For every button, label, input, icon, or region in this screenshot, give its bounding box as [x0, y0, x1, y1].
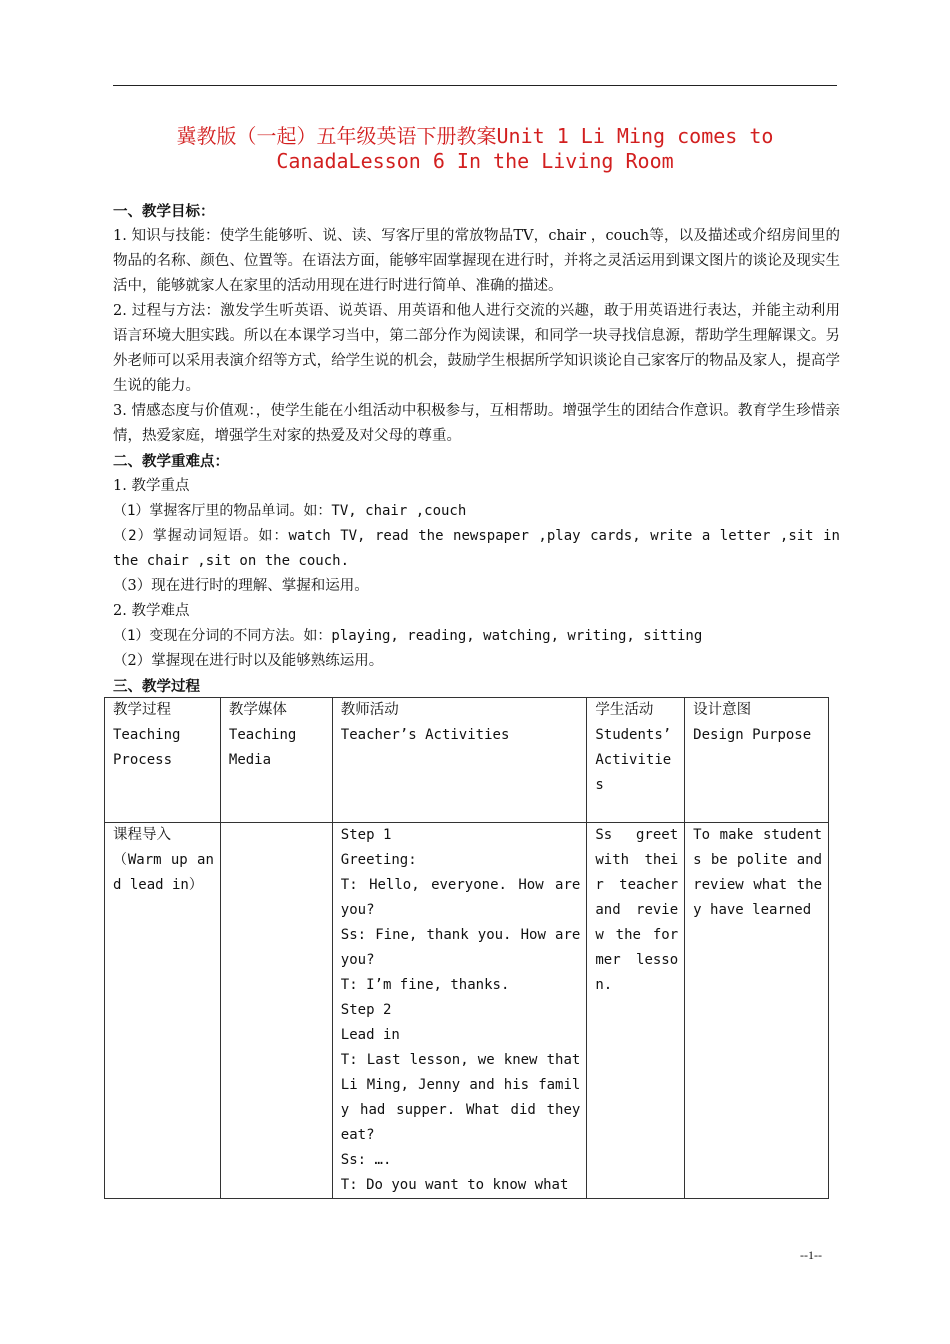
keypoint-item-3: （3）现在进行时的理解、掌握和运用。 [113, 578, 369, 594]
objective-process: 2. 过程与方法：激发学生听英语、说英语、用英语和他人进行交流的兴趣，敢于用英语进行表达，并能主动利用语言环境大胆实践。所以在本课学习当中，第二部分作为阅读课，和同学一块寻找信息源，帮助学生理解课文。另外老师可以采用表演介绍等方式，给学生说的机会，鼓励学生根据所学知识谈论自己家客厅的物品及家人，提高学生说的能力。 [113, 303, 840, 394]
header-rule [113, 85, 837, 86]
header-cell-purpose: 设计意图 Design Purpose [685, 698, 829, 823]
title-line-2: CanadaLesson 6 In the Living Room [276, 149, 674, 173]
table-row [105, 823, 829, 1199]
header-cell-media: 教学媒体 Teaching Media [220, 698, 332, 823]
document-title [113, 124, 837, 174]
design-purpose-cell: To make students be polite and review what they have learned [685, 823, 829, 1199]
difficulty-item-2: （2）掌握现在进行时以及能够熟练运用。 [113, 653, 384, 669]
difficulty-item-1: （1）变现在分词的不同方法。如：playing, reading, watching, writing, sitting [113, 628, 703, 644]
table-header-row [105, 698, 829, 823]
section-heading-keypoints: 二、教学重难点： [113, 453, 229, 470]
keypoints-subheading: 1. 教学重点 [113, 478, 190, 494]
stage-cell: 课程导入 （Warm up and lead in） [105, 823, 221, 1199]
header-cell-teacher: 教师活动 Teacher’s Activities [332, 698, 587, 823]
section-heading-process: 三、教学过程 [113, 678, 200, 695]
title-line-1: 冀教版（一起）五年级英语下册教案Unit 1 Li Ming comes to [176, 124, 774, 148]
page-number: --1-- [800, 1248, 822, 1262]
teacher-activity-cell: Step 1 Greeting: T: Hello, everyone. How are you? Ss: Fine, thank you. How are you? T: I’m fine, thanks. Step 2 Lead in T: Last lesson, we knew that Li Ming, Jenny and his family had supper. What did they eat? Ss: …. T: Do you want to know what [332, 823, 587, 1199]
students-activity-cell: Ss greet with their teacher and review the former lesson. [587, 823, 685, 1199]
teaching-process-table [104, 697, 829, 1199]
keypoint-item-1: （1）掌握客厅里的物品单词。如：TV, chair ,couch [113, 503, 467, 519]
keypoint-item-2: （2）掌握动词短语。如：watch TV, read the newspaper ,play cards, write a letter ,sit in the chair ,sit on the couch. [113, 528, 840, 569]
difficulties-subheading: 2. 教学难点 [113, 603, 190, 619]
section-heading-objectives: 一、教学目标： [113, 203, 215, 220]
document-body [113, 199, 840, 699]
objective-knowledge: 1. 知识与技能：使学生能够听、说、读、写客厅里的常放物品TV，chair ，couch等，以及描述或介绍房间里的物品的名称、颜色、位置等。在语法方面，能够牢固掌握现在进行时，并将之灵活运用到课文图片的谈论及现实生活中，能够就家人在家里的活动用现在进行时进行简单、准确的描述。 [113, 228, 840, 294]
header-cell-stage: 教学过程 Teaching Process [105, 698, 221, 823]
header-cell-students: 学生活动 Students’ Activities [587, 698, 685, 823]
media-cell [220, 823, 332, 1199]
objective-attitude: 3. 情感态度与价值观：，使学生能在小组活动中积极参与，互相帮助。增强学生的团结合作意识。教育学生珍惜亲情，热爱家庭，增强学生对家的热爱及对父母的尊重。 [113, 403, 840, 444]
